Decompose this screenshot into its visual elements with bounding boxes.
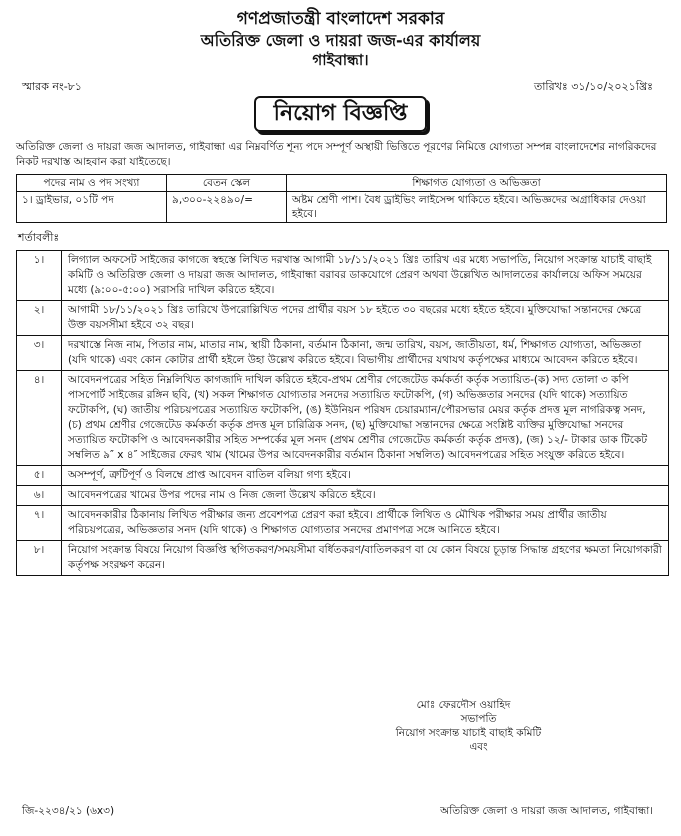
header-qualification: শিক্ষাগত যোগ্যতা ও অভিজ্ঞতা xyxy=(287,175,667,192)
header-government: গণপ্রজাতন্ত্রী বাংলাদেশ সরকার xyxy=(236,9,445,29)
signatory-committee: নিয়োগ সংক্রান্ত যাচাই বাছাই কমিটি xyxy=(395,727,542,739)
cell-pay-scale: ৯,৩০০-২২৪৯০/= xyxy=(167,192,287,223)
signatory-and: এবং xyxy=(469,741,488,753)
header-district: গাইবান্ধা। xyxy=(312,51,369,69)
condition-item xyxy=(17,486,668,506)
condition-number: ৭। xyxy=(17,506,62,540)
condition-item xyxy=(17,301,668,336)
memo-number: স্মারক নং-৮১ xyxy=(22,80,82,93)
signatory-name: মোঃ ফেরদৌস ওয়াহিদ xyxy=(416,699,511,711)
condition-text: আবেদনপত্রের সহিত নিম্নলিখিত কাগজাদি দাখিল করিতে হইবে-প্রথম শ্রেণীর গেজেটেড কর্মকর্তা কর্তৃক সত্যায়িত-(ক) সদ্য তোলা ৩ কপি পাসপোর্ট সাইজের রঙ্গিন ছবি, (খ) সকল শিক্ষাগত যোগ্যতার সনদের সত্যায়িত ফটোকপি, (গ) অভিজ্ঞতার সনদের (যদি থাকে) সত্যায়িত ফটোকপি, (ঘ) জাতীয় পরিচয়পত্রের সত্যায়িত ফটোকপি, (ঙ) ইউনিয়ন পরিষদ চেয়ারম্যান/পৌরসভার মেয়র কর্তৃক প্রদত্ত মূল নাগরিকত্ব সনদ, (চ) প্রথম শ্রেণীর গেজেটেড কর্মকর্তা কর্তৃক প্রদত্ত মূল চারিত্রিক সনদ, (ছ) মুক্তিযোদ্ধা সন্তানদের ক্ষেত্রে সংশ্লিষ্ট ব্যক্তির মুক্তিযোদ্ধা সনদের সত্যায়িত ফটোকপি ও আবেদনকারীর সহিত সম্পর্কের মূল সনদ (প্রথম শ্রেণীর গেজেটেড কর্মকর্তা কর্তৃক প্রদত্ত), (জ) ১২/- টাকার ডাক টিকেট সম্বলিত ৯″ x ৪″ সাইজের ফেরৎ খাম (খামের উপর আবেদনকারীর বর্তমান ঠিকানা সম্বলিত) আবেদনপত্রের সহিত সংযুক্ত করিতে হইবে। xyxy=(68,374,648,461)
condition-text: লিগ্যাল অফসেট সাইজের কাগজে স্বহস্তে লিখিত দরখাস্ত আগামী ১৮/১১/২০২১ খ্রিঃ তারিখ এর মধ্যে সভাপতি, নিয়োগ সংক্রান্ত যাচাই বাছাই কমিটি ও অতিরিক্ত জেলা ও দায়রা জজ আদালত, গাইবান্ধা বরাবর ডাকযোগে প্রেরণ অথবা উল্লেখিত আদালতের কার্যালয়ে অফিস সময়ের মধ্যে (৯:০০-৫:০০) সরাসরি দাখিল করিতে হইবে। xyxy=(68,254,652,296)
conditions-list xyxy=(16,250,669,576)
condition-number: ৬। xyxy=(17,486,62,505)
notice-page xyxy=(8,8,673,820)
condition-text: নিয়োগ সংক্রান্ত বিষয়ে নিয়োগ বিজ্ঞপ্তি স্থগিতকরণ/সময়সীমা বর্ধিতকরণ/বাতিলকরণ বা যে কোন বিষয়ে চূড়ান্ত সিদ্ধান্ত গ্রহণের ক্ষমতা নিয়োগকারী কর্তৃপক্ষ সংরক্ষণ করেন। xyxy=(68,544,662,571)
signatory-role: সভাপতি xyxy=(460,713,497,725)
print-code: জি-২২৩৪/২১ (৬x৩) xyxy=(22,805,115,817)
condition-item xyxy=(17,466,668,486)
table-row xyxy=(17,192,667,223)
cell-qualification: অষ্টম শ্রেণী পাশ। বৈধ ড্রাইভিং লাইসেন্স থাকিতে হইবে। অভিজ্ঞদের অগ্রাধিকার দেওয়া হইবে। xyxy=(287,192,667,223)
condition-number: ২। xyxy=(17,301,62,335)
footer-office: অতিরিক্ত জেলা ও দায়রা জজ আদালত, গাইবান্ধা। xyxy=(440,805,653,817)
intro-paragraph: অতিরিক্ত জেলা ও দায়রা জজ আদালত, গাইবান্ধা এর নিম্নবর্ণিত শূন্য পদে সম্পূর্ণ অস্থায়ী ভিত্তিতে পূরণের নিমিত্তে যোগ্যতা সম্পন্ন বাংলাদেশের নাগরিকদের নিকট দরখাস্ত আহবান করা যাইতেছে। xyxy=(16,141,657,168)
condition-number: ৩। xyxy=(17,336,62,370)
condition-number: ১। xyxy=(17,251,62,300)
condition-item xyxy=(17,541,668,575)
condition-number: ৫। xyxy=(17,466,62,485)
title-wrap xyxy=(8,96,673,132)
memo-date: তারিখঃ ৩১/১০/২০২১খ্রিঃ xyxy=(533,80,653,93)
memo-row xyxy=(8,78,673,98)
condition-item xyxy=(17,371,668,466)
condition-text: দরখাস্তে নিজ নাম, পিতার নাম, মাতার নাম, স্থায়ী ঠিকানা, বর্তমান ঠিকানা, জন্ম তারিখ, বয়স, জাতীয়তা, ধর্ম, শিক্ষাগত যোগ্যতা, অভিজ্ঞতা (যদি থাকে) এবং কোন কোটার প্রার্থী হইলে উহা উল্লেখ করিতে হইবে। বিভাগীয় প্রার্থীদের যথাযথ কর্তৃপক্ষের মাধ্যমে আবেদন করিতে হইবে। xyxy=(68,339,642,366)
condition-text: আগামী ১৮/১১/২০২১ খ্রিঃ তারিখে উপরোল্লিখিত পদের প্রার্থীর বয়স ১৮ হইতে ৩০ বছরের মধ্যে হইতে হইবে। মুক্তিযোদ্ধা সন্তানদের ক্ষেত্রে উক্ত বয়সসীমা হইবে ৩২ বছর। xyxy=(68,304,642,331)
condition-number: ৮। xyxy=(17,541,62,575)
vacancy-table-header xyxy=(17,175,667,192)
header-pay-scale: বেতন স্কেল xyxy=(167,175,287,192)
conditions-title: শর্তাবলীঃ xyxy=(18,231,60,244)
header-post: পদের নাম ও পদ সংখ্যা xyxy=(17,175,167,192)
condition-item xyxy=(17,251,668,301)
condition-text: আবেদনকারীর ঠিকানায় লিখিত পরীক্ষার জন্য প্রবেশপত্র প্রেরণ করা হইবে। প্রার্থীকে লিখিত ও মৌখিক পরীক্ষার সময় প্রার্থীর জাতীয় পরিচয়পত্রের, অভিজ্ঞতার সনদ (যদি থাকে) ও শিক্ষাগত যোগ্যতার সনদের প্রমাণপত্র সঙ্গে আনিতে হইবে। xyxy=(68,509,607,536)
condition-item xyxy=(17,336,668,371)
condition-text: অসম্পূর্ণ, ত্রুটিপূর্ণ ও বিলম্বে প্রাপ্ত আবেদন বাতিল বলিয়া গণ্য হইবে। xyxy=(68,469,352,481)
condition-text: আবেদনপত্রের খামের উপর পদের নাম ও নিজ জেলা উল্লেখ করিতে হইবে। xyxy=(68,489,376,501)
header-office: অতিরিক্ত জেলা ও দায়রা জজ-এর কার্যালয় xyxy=(200,31,481,50)
vacancy-table xyxy=(16,174,667,223)
signature-block xyxy=(356,698,601,754)
condition-number: ৪। xyxy=(17,371,62,465)
cell-post: ১। ড্রাইভার, ০১টি পদ xyxy=(17,192,167,223)
condition-item xyxy=(17,506,668,541)
notice-title: নিয়োগ বিজ্ঞপ্তি xyxy=(254,96,428,132)
